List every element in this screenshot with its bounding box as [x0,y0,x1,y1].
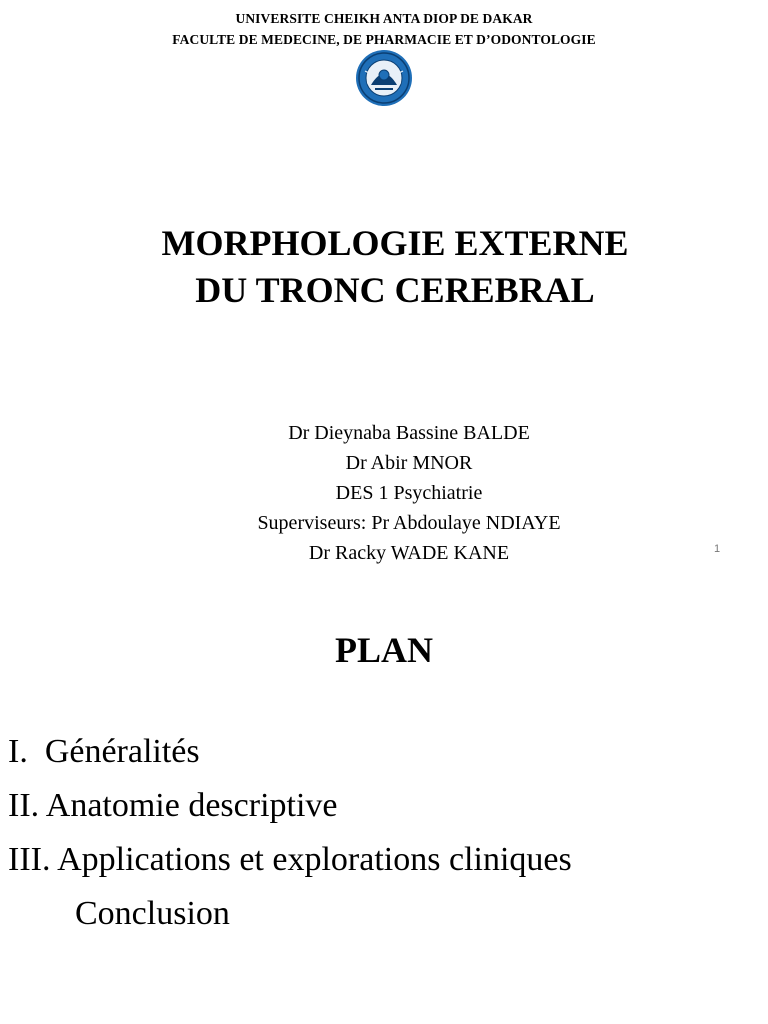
document-title-line-1: MORPHOLOGIE EXTERNE [161,223,629,263]
page-number: 1 [714,543,721,555]
author-line: Dr Abir MNOR [345,452,473,474]
plan-item: Conclusion [75,895,230,932]
plan-item: II. Anatomie descriptive [8,787,338,824]
supervisor-line: Superviseurs: Pr Abdoulaye NDIAYE [257,512,561,534]
plan-item: III. Applications et explorations cliniques [8,841,572,878]
plan-item: I. Généralités [8,733,200,770]
plan-heading: PLAN [335,630,433,670]
faculty-name: FACULTE DE MEDECINE, DE PHARMACIE ET D’ODONTOLOGIE [172,32,596,47]
university-seal-icon [355,49,413,107]
author-line: Dr Dieynaba Bassine BALDE [288,422,530,444]
supervisor-line: Dr Racky WADE KANE [308,542,510,564]
author-line: DES 1 Psychiatrie [335,482,483,504]
university-name: UNIVERSITE CHEIKH ANTA DIOP DE DAKAR [235,11,533,26]
document-title-line-2: DU TRONC CEREBRAL [195,270,595,310]
